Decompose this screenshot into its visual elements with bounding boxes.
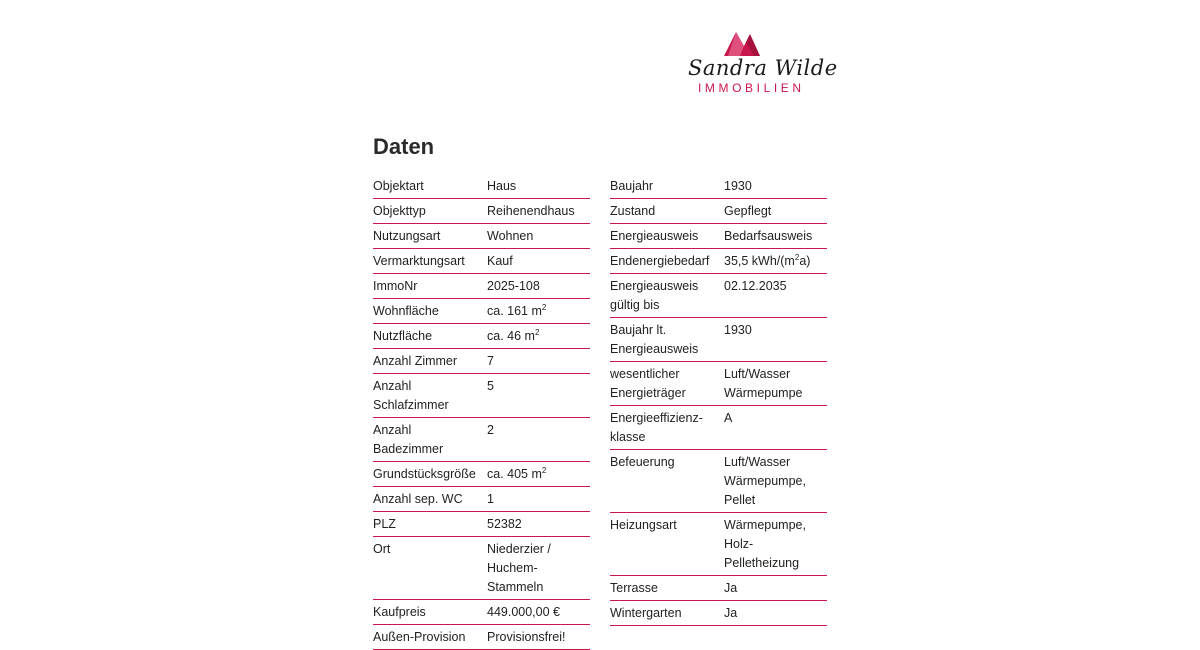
row-value [487, 352, 590, 371]
row-label: Endenergiebedarf [610, 254, 710, 268]
data-row [610, 274, 827, 318]
row-value-text: Reihenendhaus [487, 204, 575, 218]
data-row [610, 199, 827, 224]
row-value [724, 252, 827, 271]
row-label: Objektart [373, 179, 424, 193]
data-row [610, 318, 827, 362]
row-value-text: Gepflegt [724, 204, 772, 218]
row-value-text: Kauf [487, 254, 513, 268]
row-label: PLZ [373, 517, 396, 531]
row-label: Baujahr [610, 179, 654, 193]
data-row [373, 374, 590, 418]
company-logo [684, 26, 838, 98]
row-label: Vermarktungsart [373, 254, 465, 268]
data-row [373, 249, 590, 274]
row-label: Energieausweis [610, 229, 699, 243]
row-value [487, 603, 590, 622]
row-value-text: 1930 [724, 179, 752, 193]
row-value-text: 5 [487, 379, 494, 393]
row-value-text: 52382 [487, 517, 522, 531]
row-label: Terrasse [610, 581, 658, 595]
row-label: Grundstücksgröße [373, 467, 476, 481]
row-value [487, 421, 590, 459]
row-value-text: Bedarfsausweis [724, 229, 813, 243]
row-label: Objekttyp [373, 204, 426, 218]
row-label: Anzahl sep. WC [373, 492, 463, 506]
row-value-text: 7 [487, 354, 494, 368]
row-value-text: ca. 161 m [487, 304, 542, 318]
row-value-text: 1 [487, 492, 494, 506]
row-value [724, 579, 827, 598]
row-label: Zustand [610, 204, 656, 218]
row-label: Anzahl Schlafzimmer [373, 379, 449, 412]
row-label: Ort [373, 542, 391, 556]
row-value-text: 449.000,00 € [487, 605, 560, 619]
row-value-text: Wohnen [487, 229, 534, 243]
data-row [610, 513, 827, 576]
row-value [724, 277, 827, 315]
row-label: Wintergarten [610, 606, 682, 620]
data-row [373, 418, 590, 462]
data-row [373, 274, 590, 299]
row-value [487, 227, 590, 246]
data-row [373, 324, 590, 349]
row-value [487, 202, 590, 221]
row-label: ImmoNr [373, 279, 418, 293]
row-value-text: Haus [487, 179, 517, 193]
row-label: Heizungsart [610, 518, 677, 532]
row-label: Außen-Provision [373, 630, 466, 644]
row-value-suffix: a) [799, 254, 811, 268]
house-logo-icon [684, 26, 812, 60]
row-label: Wohnfläche [373, 304, 439, 318]
data-row [610, 601, 827, 626]
data-table-left [373, 174, 590, 650]
row-value-text: ca. 46 m [487, 329, 535, 343]
data-row [373, 462, 590, 487]
row-value [724, 227, 827, 246]
row-value [487, 540, 590, 597]
row-value [724, 409, 827, 447]
row-value [724, 177, 827, 196]
data-row [610, 249, 827, 274]
row-value [487, 490, 590, 509]
superscript: 2 [794, 252, 800, 262]
data-row [373, 224, 590, 249]
section-title: Daten [373, 134, 435, 159]
row-value-text: Ja [724, 606, 738, 620]
row-label: Nutzungsart [373, 229, 441, 243]
row-value-text: A [724, 411, 733, 425]
superscript: 2 [534, 327, 540, 337]
data-table-right [610, 174, 827, 626]
row-label: Nutzfläche [373, 329, 433, 343]
data-row [373, 512, 590, 537]
data-row [373, 174, 590, 199]
row-value [487, 302, 590, 321]
row-label: wesentlicher Energieträger [610, 367, 686, 400]
row-value-text: Niederzier / Huchem-Stammeln [487, 542, 551, 594]
row-value-text: Provisionsfrei! [487, 630, 566, 644]
row-value-text: Luft/Wasser Wärmepumpe [724, 367, 803, 400]
row-label: Energieeffizienz-klasse [610, 411, 703, 444]
superscript: 2 [541, 302, 547, 312]
data-row [373, 625, 590, 650]
data-row [373, 349, 590, 374]
row-value-text: 2025-108 [487, 279, 540, 293]
row-value [487, 465, 590, 484]
row-value [487, 628, 590, 647]
row-label: Baujahr lt. Energieausweis [610, 323, 699, 356]
row-value [724, 604, 827, 623]
logo-subtitle: IMMOBILIEN [698, 81, 805, 95]
row-label: Anzahl Badezimmer [373, 423, 444, 456]
row-value [487, 277, 590, 296]
row-value-text: 1930 [724, 323, 752, 337]
row-value-text: Ja [724, 581, 738, 595]
row-label: Befeuerung [610, 455, 675, 469]
row-value [487, 515, 590, 534]
superscript: 2 [541, 465, 547, 475]
row-value-text: 35,5 kWh/(m [724, 254, 795, 268]
data-row [610, 450, 827, 513]
data-row [373, 487, 590, 512]
data-row [610, 362, 827, 406]
row-value [724, 202, 827, 221]
row-value-text: Wärmepumpe, Holz-Pelletheizung [724, 518, 806, 570]
row-value-text: Luft/Wasser Wärmepumpe, Pellet [724, 455, 806, 507]
data-row [610, 174, 827, 199]
data-row [373, 299, 590, 324]
logo-script-text: Sandra Wilde [688, 56, 838, 80]
row-value [724, 321, 827, 359]
row-value [487, 252, 590, 271]
data-row [373, 199, 590, 224]
row-label: Energieausweis gültig bis [610, 279, 699, 312]
row-value [724, 365, 827, 403]
data-row [373, 537, 590, 600]
data-row [610, 406, 827, 450]
row-value [487, 377, 590, 415]
data-row [610, 576, 827, 601]
row-value [487, 177, 590, 196]
row-label: Kaufpreis [373, 605, 426, 619]
row-value [724, 516, 827, 573]
row-value [724, 453, 827, 510]
row-label: Anzahl Zimmer [373, 354, 458, 368]
row-value [487, 327, 590, 346]
row-value-text: 2 [487, 423, 494, 437]
row-value-text: 02.12.2035 [724, 279, 787, 293]
data-row [610, 224, 827, 249]
data-row [373, 600, 590, 625]
row-value-text: ca. 405 m [487, 467, 542, 481]
